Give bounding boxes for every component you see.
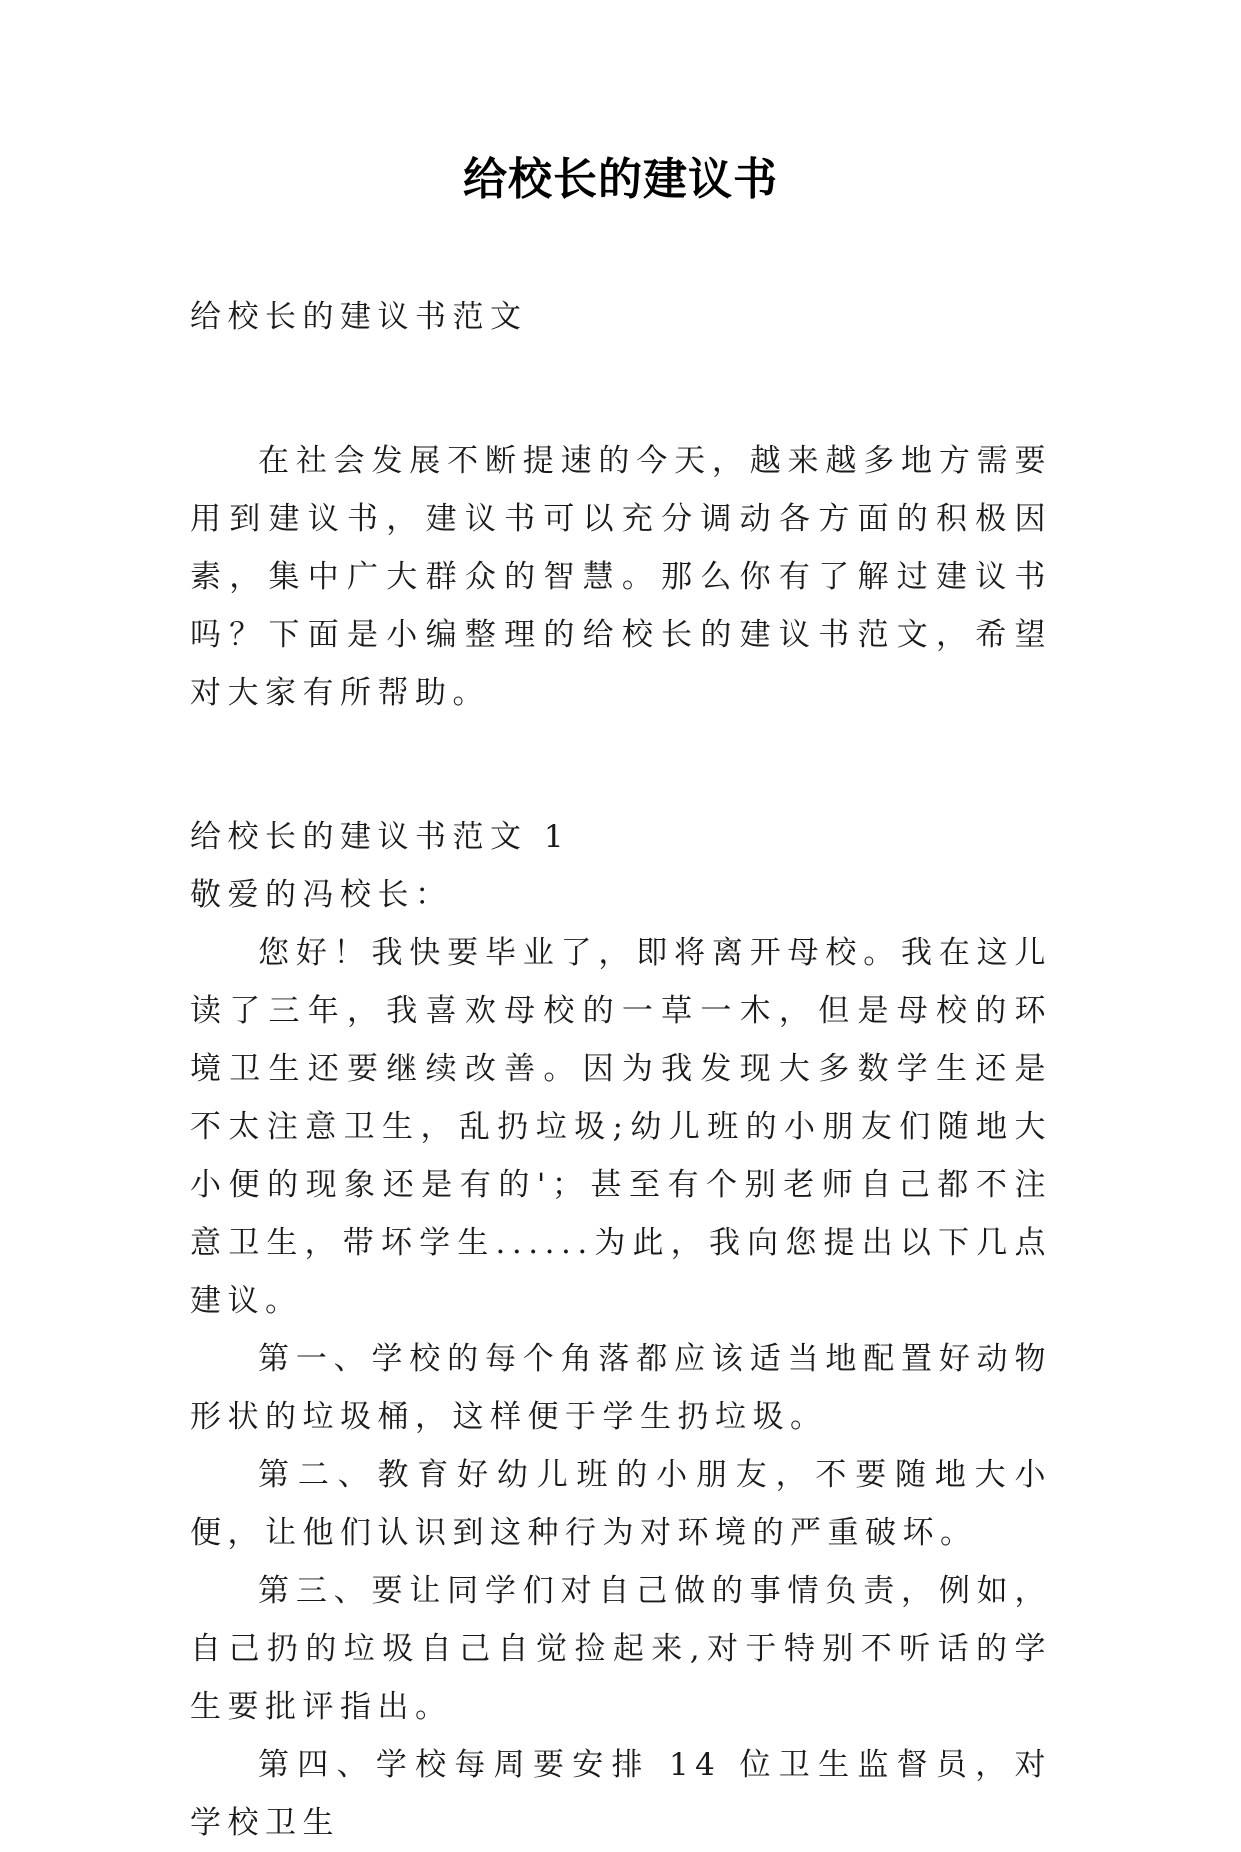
body-paragraph: 第四、学校每周要安排 14 位卫生监督员，对学校卫生	[190, 1747, 1052, 1841]
document-title: 给校长的建议书	[463, 154, 778, 205]
body-paragraph: 第三、要让同学们对自己做的事情负责，例如，自己扔的垃圾自己自觉捡起来,对于特别不听话的学生要批评指出。	[190, 1573, 1052, 1725]
body-paragraph: 第二、教育好幼儿班的小朋友，不要随地大小便，让他们认识到这种行为对环境的严重破坏。	[190, 1457, 1052, 1551]
salutation: 敬爱的冯校长：	[190, 877, 453, 913]
document-subtitle: 给校长的建议书范文	[190, 299, 528, 335]
document-body	[190, 288, 1052, 1852]
intro-paragraph: 在社会发展不断提速的今天，越来越多地方需要用到建议书，建议书可以充分调动各方面的积极因素，集中广大群众的智慧。那么你有了解过建议书吗？下面是小编整理的给校长的建议书范文，希望对大家有所帮助。	[190, 443, 1052, 711]
body-paragraph: 您好！我快要毕业了，即将离开母校。我在这儿读了三年，我喜欢母校的一草一木，但是母校的环境卫生还要继续改善。因为我发现大多数学生还是不太注意卫生，乱扔垃圾;幼儿班的小朋友们随地大小便的现象还是有的'；甚至有个别老师自己都不注意卫生，带坏学生......为此，我向您提出以下几点建议。	[190, 935, 1052, 1319]
section-heading: 给校长的建议书范文 1	[190, 819, 571, 855]
body-paragraph: 第一、学校的每个角落都应该适当地配置好动物形状的垃圾桶，这样便于学生扔垃圾。	[190, 1341, 1052, 1435]
